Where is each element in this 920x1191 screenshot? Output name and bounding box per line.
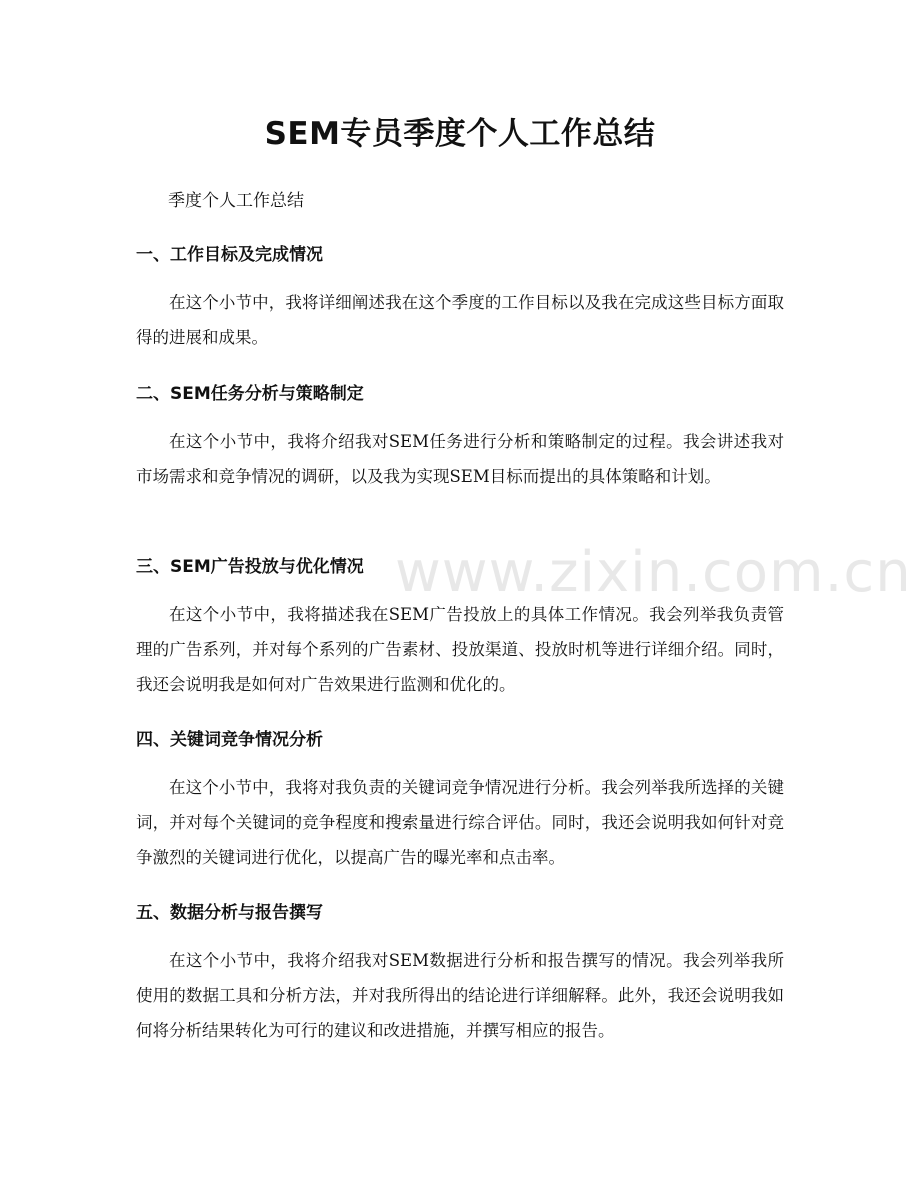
section-heading-goals: 一、工作目标及完成情况 bbox=[136, 245, 323, 265]
page-title: SEM专员季度个人工作总结 bbox=[264, 116, 656, 152]
section-heading-analysis: 五、数据分析与报告撰写 bbox=[136, 903, 323, 923]
section-body-strategy: 在这个小节中，我将介绍我对SEM任务进行分析和策略制定的过程。我会讲述我对市场需求和竞争情况的调研，以及我为实现SEM目标而提出的具体策略和计划。 bbox=[136, 432, 784, 486]
section-body-keywords: 在这个小节中，我将对我负责的关键词竞争情况进行分析。我会列举我所选择的关键词，并对每个关键词的竞争程度和搜索量进行综合评估。同时，我还会说明我如何针对竞争激烈的关键词进行优化，以提高广告的曝光率和点击率。 bbox=[136, 778, 784, 867]
section-heading-strategy: 二、SEM任务分析与策略制定 bbox=[136, 384, 364, 404]
section-heading-keywords: 四、关键词竞争情况分析 bbox=[136, 730, 323, 750]
section-heading-ads: 三、SEM广告投放与优化情况 bbox=[136, 557, 364, 577]
section-body-analysis: 在这个小节中，我将介绍我对SEM数据进行分析和报告撰写的情况。我会列举我所使用的数据工具和分析方法，并对我所得出的结论进行详细解释。此外，我还会说明我如何将分析结果转化为可行的建议和改进措施，并撰写相应的报告。 bbox=[136, 951, 784, 1040]
document-subtitle: 季度个人工作总结 bbox=[168, 191, 304, 211]
section-body-goals: 在这个小节中，我将详细阐述我在这个季度的工作目标以及我在完成这些目标方面取得的进展和成果。 bbox=[136, 293, 784, 347]
watermark-text: www.zixin.com.cn bbox=[395, 540, 912, 605]
section-body-ads: 在这个小节中，我将描述我在SEM广告投放上的具体工作情况。我会列举我负责管理的广告系列，并对每个系列的广告素材、投放渠道、投放时机等进行详细介绍。同时，我还会说明我是如何对广告效果进行监测和优化的。 bbox=[136, 605, 784, 694]
